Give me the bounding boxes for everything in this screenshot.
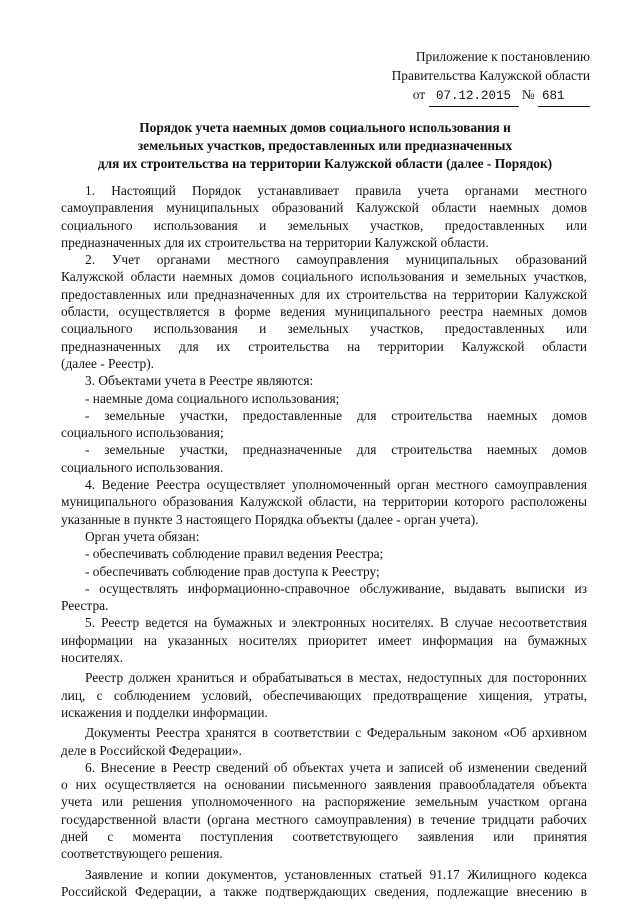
text-line: Реестр должен храниться и обрабатываться в местах, недоступных для посторонних bbox=[85, 670, 587, 686]
text-line: Калужской области наемных домов социального использования и земельных участков, bbox=[61, 269, 587, 285]
text-line: 6. Внесение в Реестр сведений об объектах учета и записей об изменении сведений bbox=[85, 759, 587, 775]
resolution-date: 07.12.2015 bbox=[429, 87, 519, 107]
text-line: - обеспечивать соблюдение прав доступа к Реестру; bbox=[85, 563, 380, 579]
text-line: информации на указанных носителях приоритет имеет информация на бумажных bbox=[61, 632, 587, 648]
text-line: о них осуществляется на основании письменного заявления правообладателя объекта bbox=[61, 777, 587, 793]
text-line: носителях. bbox=[61, 650, 123, 666]
text-line: соответствующего решения. bbox=[61, 846, 223, 862]
number-prefix: № bbox=[521, 87, 535, 102]
text-line: указанные в пункте 3 настоящего Порядка объекты (далее - орган учета). bbox=[61, 511, 479, 527]
text-line: самоуправления муниципальных образований Калужской области наемных домов bbox=[61, 200, 587, 216]
text-line: государственной власти (органа местного самоуправления) в течение тридцати рабочих bbox=[61, 811, 587, 827]
resolution-number: 681 bbox=[538, 87, 590, 107]
text-line: искажения и подделки информации. bbox=[61, 704, 268, 720]
text-line: - земельные участки, предоставленные для строительства наемных домов bbox=[85, 407, 587, 423]
text-line: 1. Настоящий Порядок устанавливает правила учета органами местного bbox=[85, 183, 587, 198]
appendix-line-3 bbox=[392, 85, 590, 107]
date-prefix: от bbox=[412, 87, 426, 102]
document-body bbox=[61, 182, 587, 900]
text-line: 4. Ведение Реестра осуществляет уполномоченный орган местного самоуправления bbox=[85, 477, 587, 493]
document-title bbox=[70, 119, 580, 173]
text-line: 2. Учет органами местного самоуправления муниципальных образований bbox=[85, 252, 587, 268]
appendix-header bbox=[392, 47, 590, 107]
text-line: Российской Федерации, а также подтверждающих сведения, подлежащие внесению в bbox=[61, 883, 587, 899]
text-line: области, осуществляется в форме ведения муниципального реестра наемных домов bbox=[61, 304, 587, 320]
text-line: лиц, с соблюдением условий, обеспечивающих предотвращение хищения, утраты, bbox=[61, 687, 587, 703]
appendix-line-2: Правительства Калужской области bbox=[391, 68, 590, 83]
text-line: дней с момента поступления соответствующего заявления или принятия bbox=[61, 828, 587, 844]
text-line: предоставленных или предназначенных для их строительства на территории Калужской bbox=[61, 286, 587, 302]
text-line: учета или решения уполномоченного на распоряжение земельным участком органа bbox=[61, 794, 587, 810]
title-line-2: земельных участков, предоставленных или предназначенных bbox=[137, 138, 513, 153]
text-line: - обеспечивать соблюдение правил ведения Реестра; bbox=[85, 546, 384, 562]
text-line: - наемные дома социального использования; bbox=[85, 390, 340, 406]
text-line: предназначенных для их строительства на территории Калужской области. bbox=[61, 234, 489, 250]
text-line: - земельные участки, предназначенные для строительства наемных домов bbox=[85, 442, 587, 458]
text-line: Документы Реестра хранятся в соответствии с Федеральным законом «Об архивном bbox=[85, 725, 587, 741]
text-line: социального использования и земельных участков, предоставленных или bbox=[61, 217, 587, 233]
text-line: Реестра. bbox=[61, 598, 109, 614]
text-line: социального использования; bbox=[61, 425, 224, 441]
text-line: 3. Объектами учета в Реестре являются: bbox=[85, 373, 314, 389]
text-line: предназначенных для их строительства на территории Калужской области bbox=[61, 338, 587, 354]
title-line-3: для их строительства на территории Калужской области (далее - Порядок) bbox=[97, 156, 553, 171]
text-line: социального использования. bbox=[61, 459, 224, 475]
text-line: Заявление и копии документов, установленных статьей 91.17 Жилищного кодекса bbox=[85, 866, 587, 882]
text-line: Орган учета обязан: bbox=[85, 528, 200, 544]
text-line: деле в Российской Федерации». bbox=[61, 742, 243, 758]
text-line: муниципального образования Калужской области, на территории которого расположены bbox=[61, 494, 587, 510]
text-line: - осуществлять информационно-справочное обслуживание, выдавать выписки из bbox=[85, 580, 587, 596]
appendix-line-1: Приложение к постановлению bbox=[415, 49, 590, 64]
title-line-1: Порядок учета наемных домов социального использования и bbox=[139, 120, 511, 135]
text-line: социального использования и земельных участков, предоставленных или bbox=[61, 321, 587, 337]
text-line: (далее - Реестр). bbox=[61, 355, 155, 371]
text-line: 5. Реестр ведется на бумажных и электронных носителях. В случае несоответствия bbox=[85, 615, 587, 631]
